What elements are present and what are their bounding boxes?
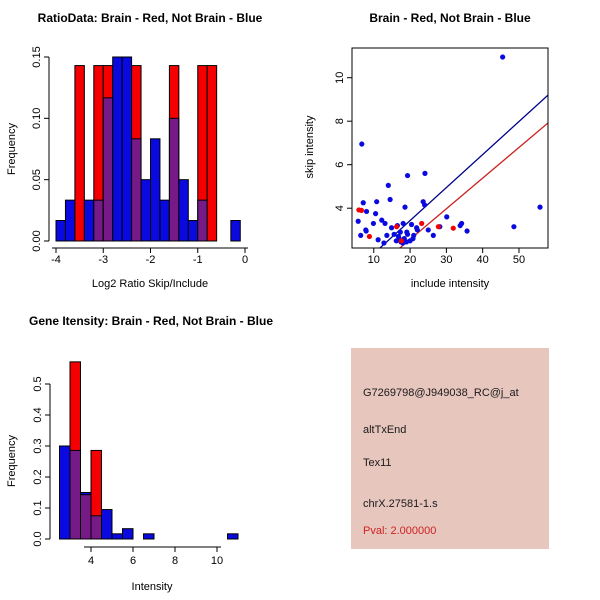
histogram-bar: [112, 534, 123, 539]
y-tick-label: 0.10: [31, 107, 43, 130]
gene-intensity-histogram-panel: [6, 314, 273, 593]
scatter-point: [381, 240, 386, 245]
scatter-point: [364, 209, 369, 214]
x-tick-label: 40: [476, 254, 489, 266]
histogram-bar: [228, 534, 239, 539]
scatter-point: [386, 183, 391, 188]
y-tick-label: 0.2: [32, 469, 44, 485]
histogram-bar: [207, 66, 216, 241]
y-tick-label: 0.0: [32, 531, 44, 547]
scatter-point: [464, 228, 469, 233]
info-line-location: chrX.27581-1.s: [363, 498, 438, 510]
x-tick-label: 10: [367, 254, 380, 266]
scatter-point: [389, 225, 394, 230]
histogram-bar: [113, 57, 122, 241]
histogram-bar: [75, 66, 84, 241]
info-box-background: [351, 348, 549, 549]
scatter-point: [367, 234, 372, 239]
y-tick-label: 0.15: [31, 46, 43, 68]
x-tick-label: 6: [129, 555, 137, 567]
x-axis-label: Intensity: [131, 581, 173, 593]
scatter-point: [359, 208, 364, 213]
y-tick-label: 10: [334, 71, 346, 84]
info-line-gene: Tex11: [363, 457, 392, 469]
scatter-point: [402, 205, 407, 210]
scatter-point: [394, 238, 399, 243]
x-tick-label: 0: [241, 254, 249, 266]
histogram-bar-overlap: [198, 200, 207, 241]
scatter-point: [384, 233, 389, 238]
scatter-point: [388, 197, 393, 202]
y-tick-label: 0.5: [32, 376, 44, 392]
y-tick-label: 4: [334, 205, 346, 212]
scatter-point: [358, 233, 363, 238]
histogram-bar: [141, 180, 150, 241]
histogram-bar-overlap: [70, 450, 81, 539]
scatter-point: [415, 227, 420, 232]
y-tick-label: 0.1: [32, 500, 44, 516]
chart-title: Brain - Red, Not Brain - Blue: [369, 11, 531, 25]
scatter-point: [399, 238, 404, 243]
histogram-bar: [188, 221, 197, 241]
info-line-probe_id: G7269798@J949038_RC@j_at: [363, 387, 519, 399]
histogram-bar: [123, 529, 134, 539]
histogram-bar: [160, 200, 169, 241]
scatter-point: [371, 221, 376, 226]
x-tick-label: -2: [145, 254, 156, 266]
y-tick-label: 6: [334, 161, 346, 168]
x-tick-label: 30: [440, 254, 453, 266]
x-tick-label: 8: [171, 555, 179, 567]
y-tick-label: 0.4: [32, 407, 44, 423]
y-tick-label: 0.05: [31, 168, 43, 191]
y-axis-label: skip intensity: [304, 115, 316, 179]
y-tick-label: 0.3: [32, 438, 44, 454]
x-tick-label: 4: [87, 555, 95, 567]
histogram-bar-overlap: [91, 516, 102, 539]
histogram-bar: [102, 510, 113, 539]
scatter-point: [458, 223, 463, 228]
scatter-point: [405, 232, 410, 237]
histogram-bar: [122, 57, 131, 241]
probe-info-box-panel: [351, 348, 549, 549]
scatter-point: [451, 226, 456, 231]
scatter-point: [500, 54, 505, 59]
scatter-point: [436, 224, 441, 229]
y-axis-label: Frequency: [6, 435, 18, 487]
chart-title: Gene Itensity: Brain - Red, Not Brain - Blue: [28, 314, 274, 328]
histogram-bar: [56, 221, 65, 241]
scatter-point: [511, 224, 516, 229]
histogram-bar: [179, 180, 188, 241]
scatter-point: [537, 205, 542, 210]
histogram-bar-overlap: [169, 118, 178, 241]
histogram-bar: [60, 446, 71, 539]
scatter-point: [422, 171, 427, 176]
scatter-point: [431, 233, 436, 238]
x-axis-label: Log2 Ratio Skip/Include: [91, 278, 209, 290]
scatter-point: [364, 228, 369, 233]
intensity-scatter-panel: [304, 11, 548, 290]
info-line-event_type: altTxEnd: [363, 424, 407, 436]
y-axis-label: Frequency: [6, 123, 18, 175]
x-tick-label: -4: [51, 254, 61, 266]
histogram-bar-overlap: [132, 139, 141, 241]
x-tick-label: -1: [192, 254, 203, 266]
scatter-point: [373, 211, 378, 216]
histogram-bar-overlap: [103, 98, 112, 241]
histogram-bar: [231, 221, 240, 241]
scatter-point: [361, 200, 366, 205]
info-line-pval: Pval: 2.000000: [363, 525, 437, 537]
scatter-point: [376, 237, 381, 242]
histogram-bar: [84, 200, 93, 241]
scatter-point: [394, 224, 399, 229]
scatter-point: [444, 214, 449, 219]
histogram-bar: [144, 534, 155, 539]
y-tick-label: 0.00: [31, 230, 43, 252]
scatter-point: [409, 222, 414, 227]
histogram-bar-overlap: [81, 495, 92, 539]
scatter-point: [405, 173, 410, 178]
x-axis-label: include intensity: [410, 278, 490, 290]
x-tick-label: 20: [403, 254, 417, 266]
histogram-bar: [65, 200, 74, 241]
scatter-point: [426, 227, 431, 232]
ratio-histogram-panel: [6, 11, 263, 290]
x-tick-label: 10: [210, 555, 224, 567]
brain-fit-line: [400, 123, 548, 248]
scatter-point: [374, 199, 379, 204]
histogram-bar: [151, 139, 160, 241]
scatter-point: [419, 221, 424, 226]
scatter-point: [356, 219, 361, 224]
x-tick-label: -3: [98, 254, 109, 266]
y-tick-label: 8: [334, 118, 346, 125]
scatter-point: [401, 221, 406, 226]
scatter-point: [422, 202, 427, 207]
scatter-point: [359, 141, 364, 146]
scatter-point: [382, 221, 387, 226]
scatter-point: [404, 239, 409, 244]
scatter-point: [411, 233, 416, 238]
histogram-bar-overlap: [94, 200, 103, 241]
chart-title: RatioData: Brain - Red, Not Brain - Blue: [37, 11, 263, 25]
x-tick-label: 50: [512, 254, 526, 266]
